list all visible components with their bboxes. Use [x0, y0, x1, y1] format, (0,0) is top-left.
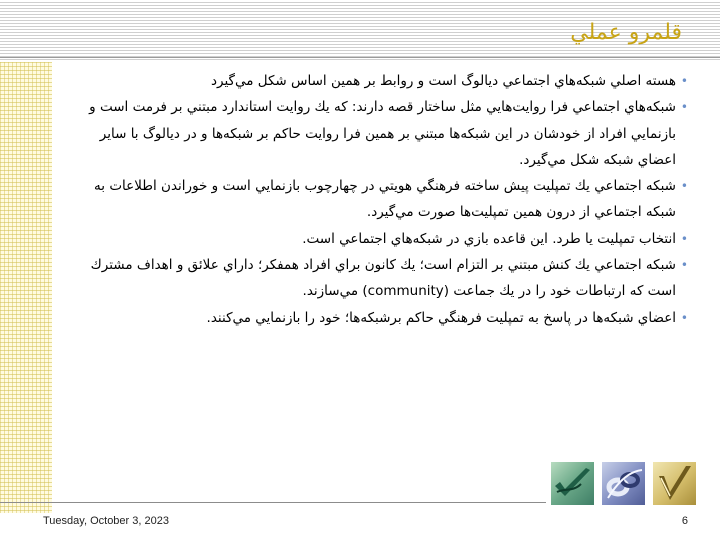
- bullet-marker: •: [680, 258, 688, 273]
- bullet-marker: •: [680, 74, 688, 88]
- bullet-item: [66, 94, 688, 173]
- gold-checkmark-icon: [653, 462, 696, 505]
- bullet-text: اعضاي شبكه‌ها در پاسخ به تمپليت فرهنگي حاكم برشبكه‌ها؛ خود را بازنمايي مي‌كنند.: [206, 309, 676, 326]
- bullet-marker: •: [680, 179, 688, 194]
- bullet-marker: •: [680, 100, 688, 115]
- green-checkmark-icon: [551, 462, 594, 505]
- bullet-text: شبكه اجتماعي يك كنش مبتني بر التزام است؛ يك كانون براي افراد همفكر؛ داراي علائق و اهداف مشترك است كه ارتباطات خود را در يك جماعت (community) مي‌سازند.: [90, 257, 676, 300]
- bullet-text: انتخاب تمپليت يا طرد. اين قاعده بازي در شبكه‌هاي اجتماعي است.: [302, 230, 676, 247]
- bullet-item: [66, 226, 688, 252]
- title-divider: [0, 57, 720, 58]
- bullet-item: [66, 173, 688, 226]
- decorative-logos: [551, 462, 696, 505]
- footer-divider: [0, 502, 546, 503]
- blue-swirl-icon: [602, 462, 645, 505]
- bullet-text: شبكه اجتماعي يك تمپليت پيش ساخته فرهنگي هويتي در چهارچوب بازنمايي است و خوراندن اطلاعات به شبكه اجتماعي از درون همين تمپليت‌ها صورت مي‌گيرد.: [94, 178, 676, 221]
- bullet-text: شبكه‌هاي اجتماعي فرا روايت‌هايي مثل ساختار قصه دارند: كه يك روايت استاندارد مبتني بر فرمت است و بازنمايي افراد از خودشان در اين شبكه‌ها مبتني بر همين فرا روايت حاكم بر شبكه‌ها و در ديالوگ با ساير اعضاي شبكه شكل مي‌گيرد.: [89, 99, 676, 168]
- footer-date: Tuesday, October 3, 2023: [43, 515, 169, 527]
- slide-title: قلمرو عملي: [570, 20, 682, 45]
- left-decorative-band: [0, 62, 52, 513]
- bullet-marker: •: [680, 310, 688, 325]
- bullet-item: [66, 68, 688, 94]
- slide-content: [66, 68, 688, 331]
- bullet-text: هسته اصلي شبكه‌هاي اجتماعي ديالوگ است و روابط بر همين اساس شكل مي‌گيرد: [211, 73, 676, 89]
- bullet-marker: •: [680, 231, 688, 246]
- bullet-item: [66, 305, 688, 331]
- page-number: 6: [681, 515, 688, 527]
- bullet-item: [66, 252, 688, 305]
